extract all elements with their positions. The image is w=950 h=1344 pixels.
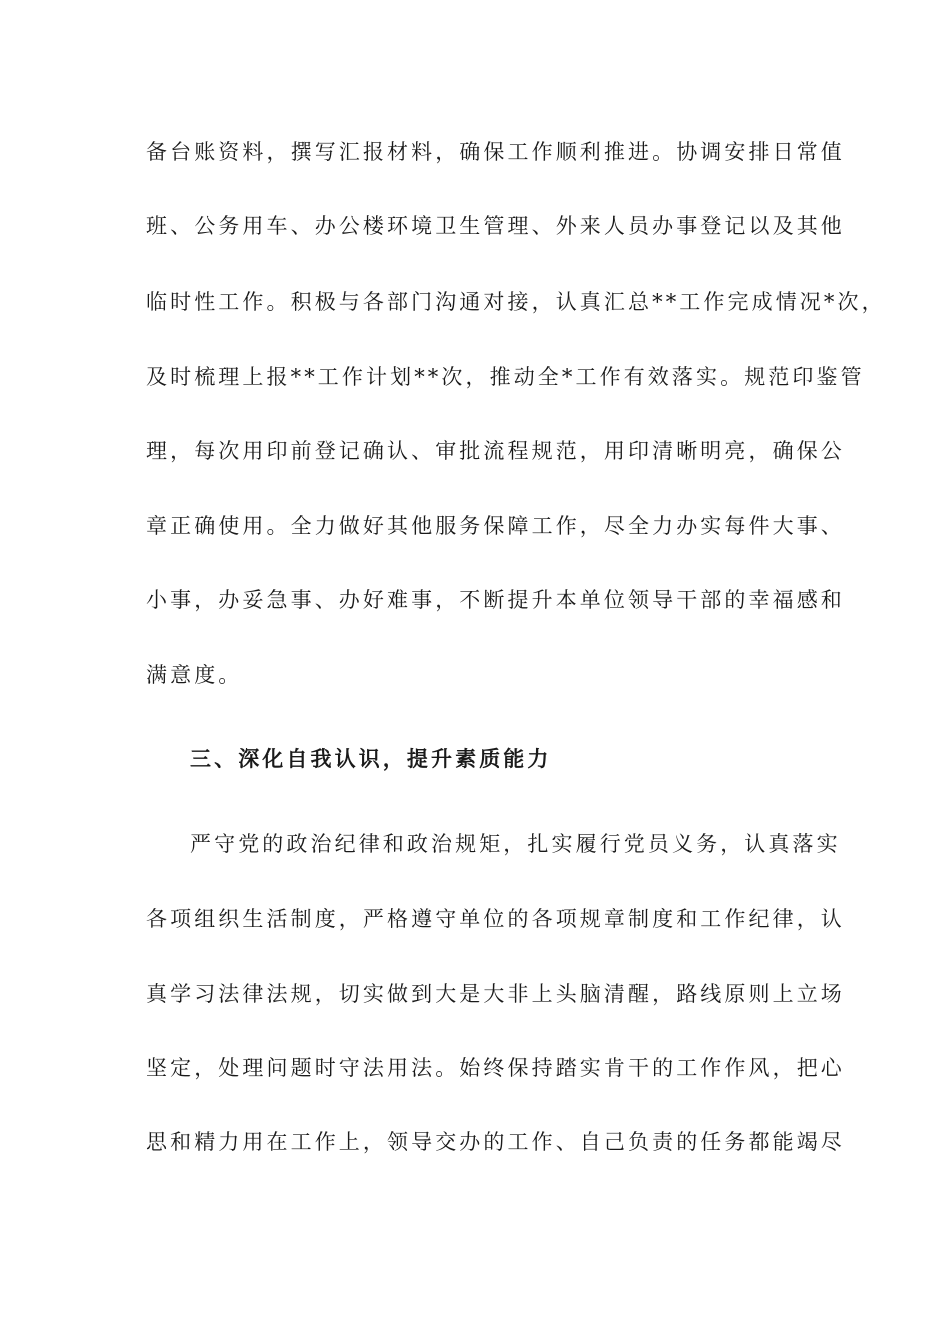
paragraph-line: 各项组织生活制度，严格遵守单位的各项规章制度和工作纪律，认 (146, 907, 845, 931)
paragraph-line: 理，每次用印前登记确认、审批流程规范，用印清晰明亮，确保公 (146, 439, 845, 463)
paragraph-line: 班、公务用车、办公楼环境卫生管理、外来人员办事登记以及其他 (146, 214, 845, 238)
paragraph-line: 思和精力用在工作上，领导交办的工作、自己负责的任务都能竭尽 (146, 1130, 845, 1154)
section-heading: 三、深化自我认识，提升素质能力 (190, 746, 552, 771)
paragraph-line: 满意度。 (146, 663, 243, 687)
paragraph-line: 坚定，处理问题时守法用法。始终保持踏实肯干的工作作风，把心 (146, 1056, 845, 1080)
paragraph-line: 章正确使用。全力做好其他服务保障工作，尽全力办实每件大事、 (146, 514, 845, 538)
paragraph-line: 真学习法律法规，切实做到大是大非上头脑清醒，路线原则上立场 (146, 982, 845, 1006)
paragraph-line: 及时梳理上报**工作计划**次，推动全*工作有效落实。规范印鉴管 (146, 365, 865, 389)
paragraph-line: 临时性工作。积极与各部门沟通对接，认真汇总**工作完成情况*次， (146, 290, 886, 314)
paragraph-line: 严守党的政治纪律和政治规矩，扎实履行党员义务，认真落实 (190, 832, 841, 856)
paragraph-line: 小事，办妥急事、办好难事，不断提升本单位领导干部的幸福感和 (146, 588, 845, 612)
paragraph-line: 备台账资料，撰写汇报材料，确保工作顺利推进。协调安排日常值 (146, 140, 845, 164)
